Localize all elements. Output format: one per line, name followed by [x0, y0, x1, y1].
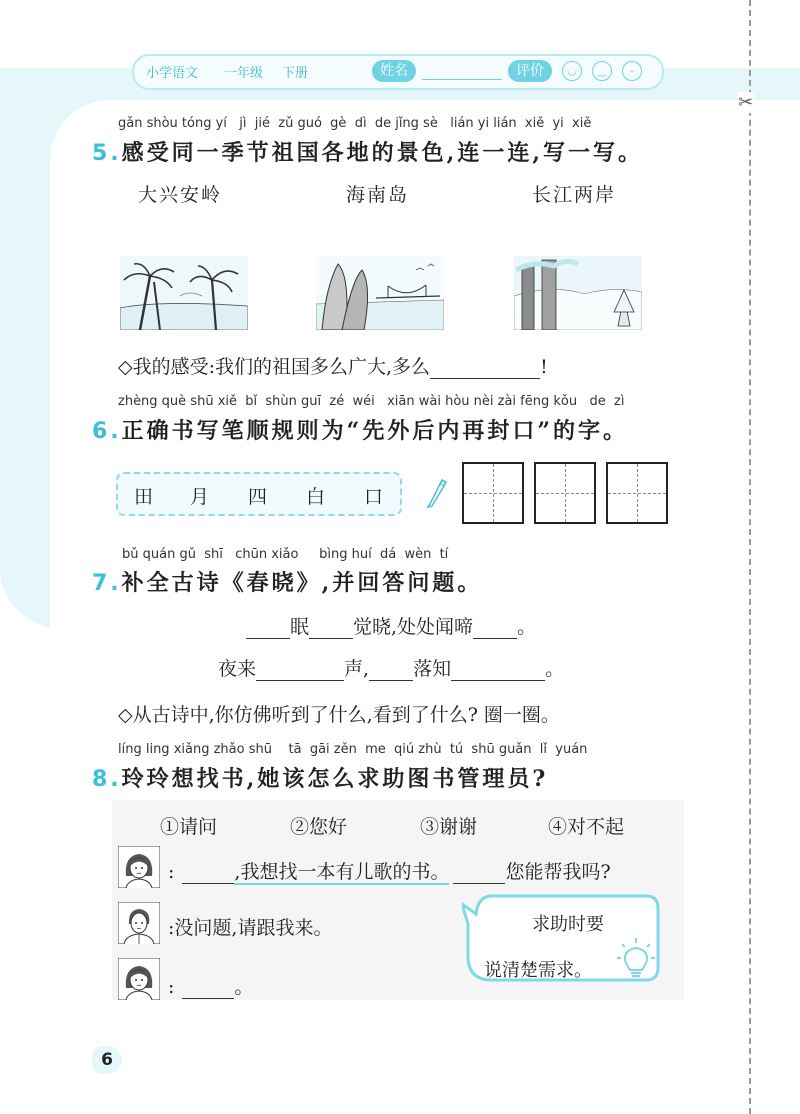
- palm-beach-illustration[interactable]: [120, 256, 248, 330]
- dialogue-line-1: [168, 857, 611, 884]
- smile-face-icon[interactable]: ◡: [562, 61, 582, 81]
- dialogue-1-text: ,我想找一本有儿歌的书。: [234, 861, 450, 883]
- q7-title: [92, 566, 482, 597]
- q6-title: [92, 414, 628, 445]
- q5-text: 感受同一季节祖国各地的景色,连一连,写一写。: [121, 140, 643, 166]
- thanks-blank[interactable]: [182, 976, 234, 999]
- poem-blank-1[interactable]: [246, 616, 290, 639]
- q8-pinyin: líng ling xiǎng zhǎo shū tā gāi zěn me qiú zhù tú shū guǎn lǐ yuán: [118, 742, 588, 757]
- neutral-smile-face-icon[interactable]: ‿: [592, 61, 612, 81]
- tip-line-1: 求助时要: [532, 914, 604, 935]
- girl-avatar-icon-2: [118, 958, 160, 1000]
- poem-blank-3[interactable]: [473, 616, 517, 639]
- dialogue-1-end: 您能帮我吗?: [505, 861, 611, 883]
- poem-blank-4[interactable]: [256, 658, 344, 681]
- q7-number: 7.: [92, 571, 122, 596]
- dialogue-3-colon: :: [168, 976, 175, 998]
- char-kou[interactable]: 口: [364, 486, 384, 508]
- q5-feeling-prefix: ◇我的感受:我们的祖国多么广大,多么: [118, 356, 431, 378]
- q6-pinyin: zhèng què shū xiě bǐ shùn guī zé wéi xiān wài hòu nèi zài fēng kǒu de zì: [118, 394, 625, 409]
- q5-feeling-blank[interactable]: [430, 356, 540, 379]
- poem-line1-b: 觉晓,处处闻啼: [353, 616, 474, 638]
- snowy-forest-illustration[interactable]: [514, 256, 642, 330]
- name-field[interactable]: [422, 79, 502, 80]
- plain-face-icon[interactable]: –: [622, 61, 642, 81]
- char-bai[interactable]: 白: [306, 486, 326, 508]
- q6-character-strip: [116, 472, 402, 516]
- q7-text: 补全古诗《春晓》,并回答问题。: [121, 570, 483, 596]
- poem-line2-end: 。: [545, 658, 565, 680]
- pencil-icon: [426, 478, 448, 508]
- q6-number: 6.: [92, 419, 122, 444]
- poem-line2-a: 夜来: [218, 658, 257, 680]
- option-duibuqi[interactable]: ④对不起: [548, 816, 625, 838]
- librarian-avatar-icon: [118, 902, 160, 944]
- dialogue-line-2: :没问题,请跟我来。: [168, 917, 333, 939]
- place-yangtze-banks[interactable]: 长江两岸: [532, 184, 617, 206]
- poem-line-1: [246, 612, 536, 639]
- dialogue-line-3: [168, 972, 253, 999]
- request-blank[interactable]: [453, 861, 505, 884]
- poem-line2-b: 声,: [344, 658, 370, 680]
- char-yue[interactable]: 月: [190, 486, 210, 508]
- scissors-icon: ✂: [738, 92, 754, 113]
- cut-line: [749, 0, 751, 1114]
- name-label: 姓名: [372, 60, 416, 82]
- girl-avatar-icon: [118, 846, 160, 888]
- worksheet-header: [132, 54, 664, 90]
- option-qingwen[interactable]: ①请问: [160, 816, 218, 838]
- q5-pinyin: gǎn shòu tóng yí jì jié zǔ guó gè dì de jǐng sè lián yi lián xiě yi xiě: [118, 116, 592, 131]
- poem-line1-end: 。: [517, 616, 537, 638]
- q5-feeling-suffix: !: [540, 356, 548, 378]
- char-si[interactable]: 四: [248, 486, 268, 508]
- q5-feeling-line: [118, 352, 548, 379]
- option-ninhao[interactable]: ②您好: [290, 816, 348, 838]
- grade-label: 一年级: [224, 66, 264, 81]
- evaluation-label: 评价: [508, 60, 552, 82]
- greeting-blank[interactable]: [182, 861, 234, 884]
- lightbulb-icon: [616, 936, 656, 980]
- dialogue-3-end: 。: [234, 976, 254, 998]
- place-daxinganling[interactable]: 大兴安岭: [138, 184, 223, 206]
- poem-blank-6[interactable]: [451, 658, 545, 681]
- q8-number: 8.: [92, 767, 122, 792]
- river-bridge-illustration[interactable]: [316, 256, 444, 330]
- char-tian[interactable]: 田: [134, 486, 154, 508]
- q5-title: [92, 136, 643, 167]
- poem-line1-a: 眠: [290, 616, 310, 638]
- tip-line-2: 说清楚需求。: [484, 960, 592, 981]
- q5-number: 5.: [92, 141, 122, 166]
- writing-grid-2[interactable]: [534, 462, 596, 524]
- subject-label: 小学语文: [146, 66, 199, 81]
- place-hainan-island[interactable]: 海南岛: [346, 184, 410, 206]
- dialogue-1-colon: :: [168, 861, 175, 883]
- q7-sub-question: ◇从古诗中,你仿佛听到了什么,看到了什么? 圈一圈。: [118, 704, 560, 726]
- q8-text: 玲玲想找书,她该怎么求助图书管理员?: [121, 766, 549, 792]
- page-number: 6: [92, 1046, 122, 1074]
- poem-line-2: [218, 654, 564, 681]
- q6-text: 正确书写笔顺规则为“先外后内再封口”的字。: [121, 418, 628, 444]
- volume-label: 下册: [282, 66, 309, 81]
- poem-blank-2[interactable]: [309, 616, 353, 639]
- poem-blank-5[interactable]: [369, 658, 413, 681]
- option-xiexie[interactable]: ③谢谢: [420, 816, 478, 838]
- q8-title: [92, 762, 548, 793]
- writing-grid-3[interactable]: [606, 462, 668, 524]
- poem-line2-c: 落知: [413, 658, 452, 680]
- writing-grid-1[interactable]: [462, 462, 524, 524]
- q7-pinyin: bǔ quán gǔ shī chūn xiǎo bìng huí dá wèn tí: [122, 547, 449, 562]
